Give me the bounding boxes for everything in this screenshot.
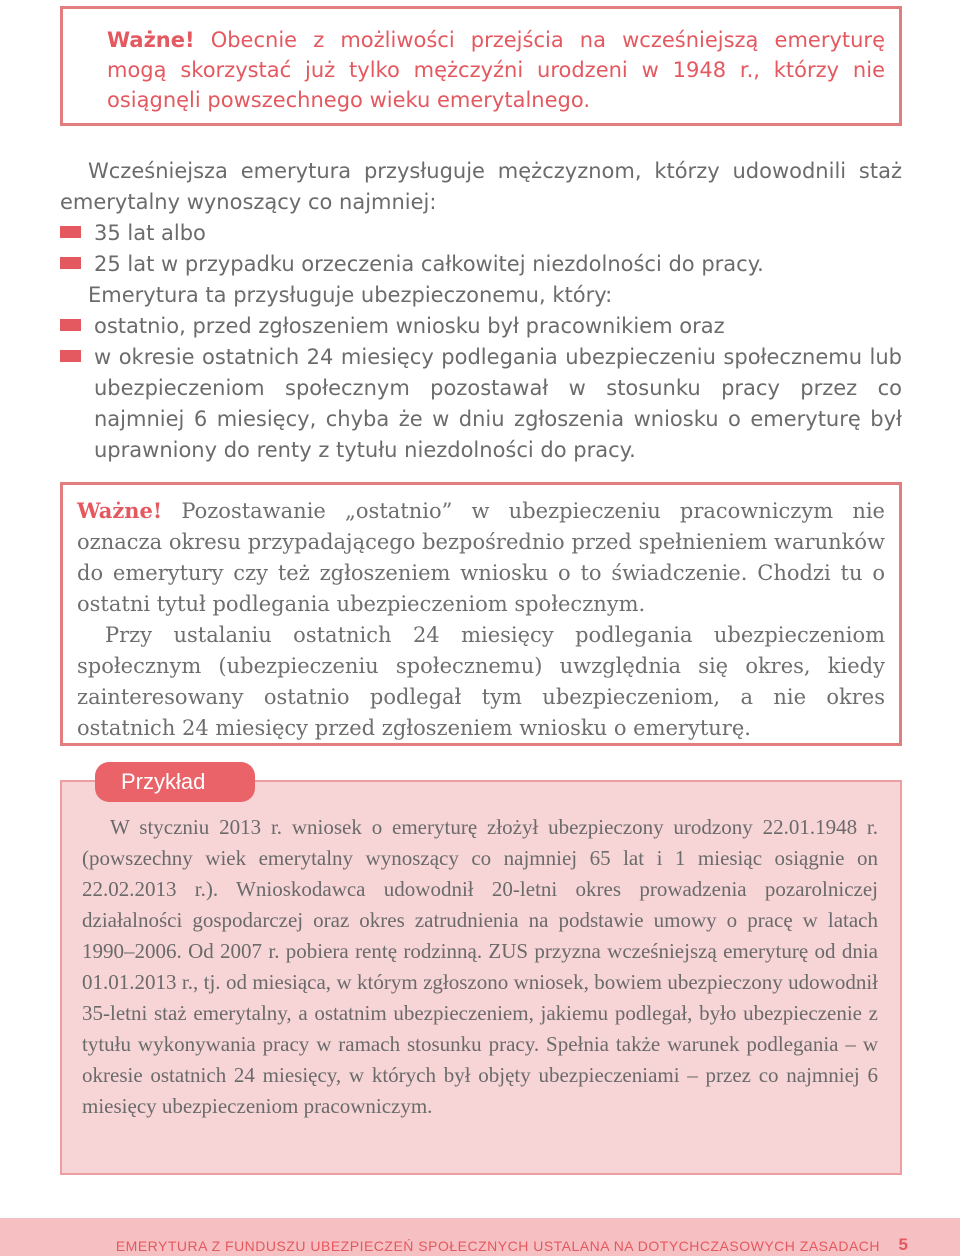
important-note-box	[60, 6, 902, 126]
bullet-marker-icon	[60, 226, 81, 238]
important-clarification-box	[60, 482, 902, 746]
important-label: Ważne!	[77, 498, 163, 523]
list-item: 25 lat w przypadku orzeczenia całkowitej niezdolności do pracy.	[60, 249, 902, 280]
bullet-marker-icon	[60, 257, 81, 269]
clarification-paragraph-1: Ważne! Pozostawanie „ostatnio” w ubezpieczeniu pracowniczym nie oznacza okresu przypadającego bezpośrednio przed spełnieniem warunków do emerytury czy też zgłoszeniem wniosku o to świadczenie. Chodzi tu o ostatni tytuł podlegania ubezpieczeniom społecznym.	[77, 498, 885, 616]
conditions-list	[60, 311, 902, 466]
footer-title: EMERYTURA Z FUNDUSZU UBEZPIECZEŃ SPOŁECZNYCH USTALANA NA DOTYCHCZASOWYCH ZASADACH	[115, 1238, 880, 1254]
list-item: w okresie ostatnich 24 miesięcy podlegania ubezpieczeniu społecznemu lub ubezpieczeniom społecznym pozostawał w stosunku pracy przez co najmniej 6 miesięcy, chyba że w dniu zgłoszenia wniosku o emeryturę był uprawniony do renty z tytułu niezdolności do pracy.	[60, 342, 902, 466]
service-years-list	[60, 218, 902, 280]
bullet-marker-icon	[60, 350, 81, 362]
important-note-text: Obecnie z możliwości przejścia na wcześniejszą emeryturę mogą skorzystać już tylko mężczyźni urodzeni w 1948 r., którzy nie osiągnęli powszechnego wieku emerytalnego.	[107, 28, 885, 112]
bullet-marker-icon	[60, 319, 81, 331]
example-text: W styczniu 2013 r. wniosek o emeryturę złożył ubezpieczony urodzony 22.01.1948 r. (powszechny wiek emerytalny wynoszący co najmniej 65 lat i 1 miesiąc osiągnie on 22.02.2013 r.). Wnioskodawca udowodnił 20-letni okres prowadzenia pozarolniczej działalności gospodarczej oraz okres zatrudnienia na podstawie umowy o pracę w latach 1990–2006. Od 2007 r. pobiera rentę rodzinną. ZUS przyzna wcześniejszą emeryturę od dnia 01.01.2013 r., tj. od miesiąca, w którym zgłoszono wniosek, bowiem ubezpieczony udowodnił 35-letni staż emerytalny, a ostatnim ubezpieczeniem, jakiemu podlegał, było ubezpieczenie z tytułu wykonywania pracy w ramach stosunku pracy. Spełnia także warunek podlegania – w okresie ostatnich 24 miesięcy, w których był objęty ubezpieczeniami – przez co najmniej 6 miesięcy ubezpieczeniom pracowniczym.	[82, 815, 878, 1118]
example-box	[60, 780, 902, 1175]
list-item: 35 lat albo	[60, 218, 902, 249]
example-tag: Przykład	[95, 762, 255, 802]
important-label: Ważne!	[107, 28, 195, 52]
page-number: 5	[898, 1235, 908, 1254]
page-footer	[0, 1218, 960, 1256]
eligibility-section	[60, 156, 902, 466]
clarification-paragraph-2: Przy ustalaniu ostatnich 24 miesięcy podlegania ubezpieczeniom społecznym (ubezpieczeniu społecznemu) uwzględnia się okres, kiedy zainteresowany ostatnio podlegał tym ubezpieczeniom, a nie okres ostatnich 24 miesięcy przed zgłoszeniem wniosku o emeryturę.	[77, 623, 885, 740]
list-item: ostatnio, przed zgłoszeniem wniosku był pracownikiem oraz	[60, 311, 902, 342]
conditions-intro: Emerytura ta przysługuje ubezpieczonemu, który:	[88, 283, 613, 307]
eligibility-paragraph: Wcześniejsza emerytura przysługuje mężczyznom, którzy udowodnili staż emerytalny wynoszący co najmniej:	[60, 159, 902, 214]
